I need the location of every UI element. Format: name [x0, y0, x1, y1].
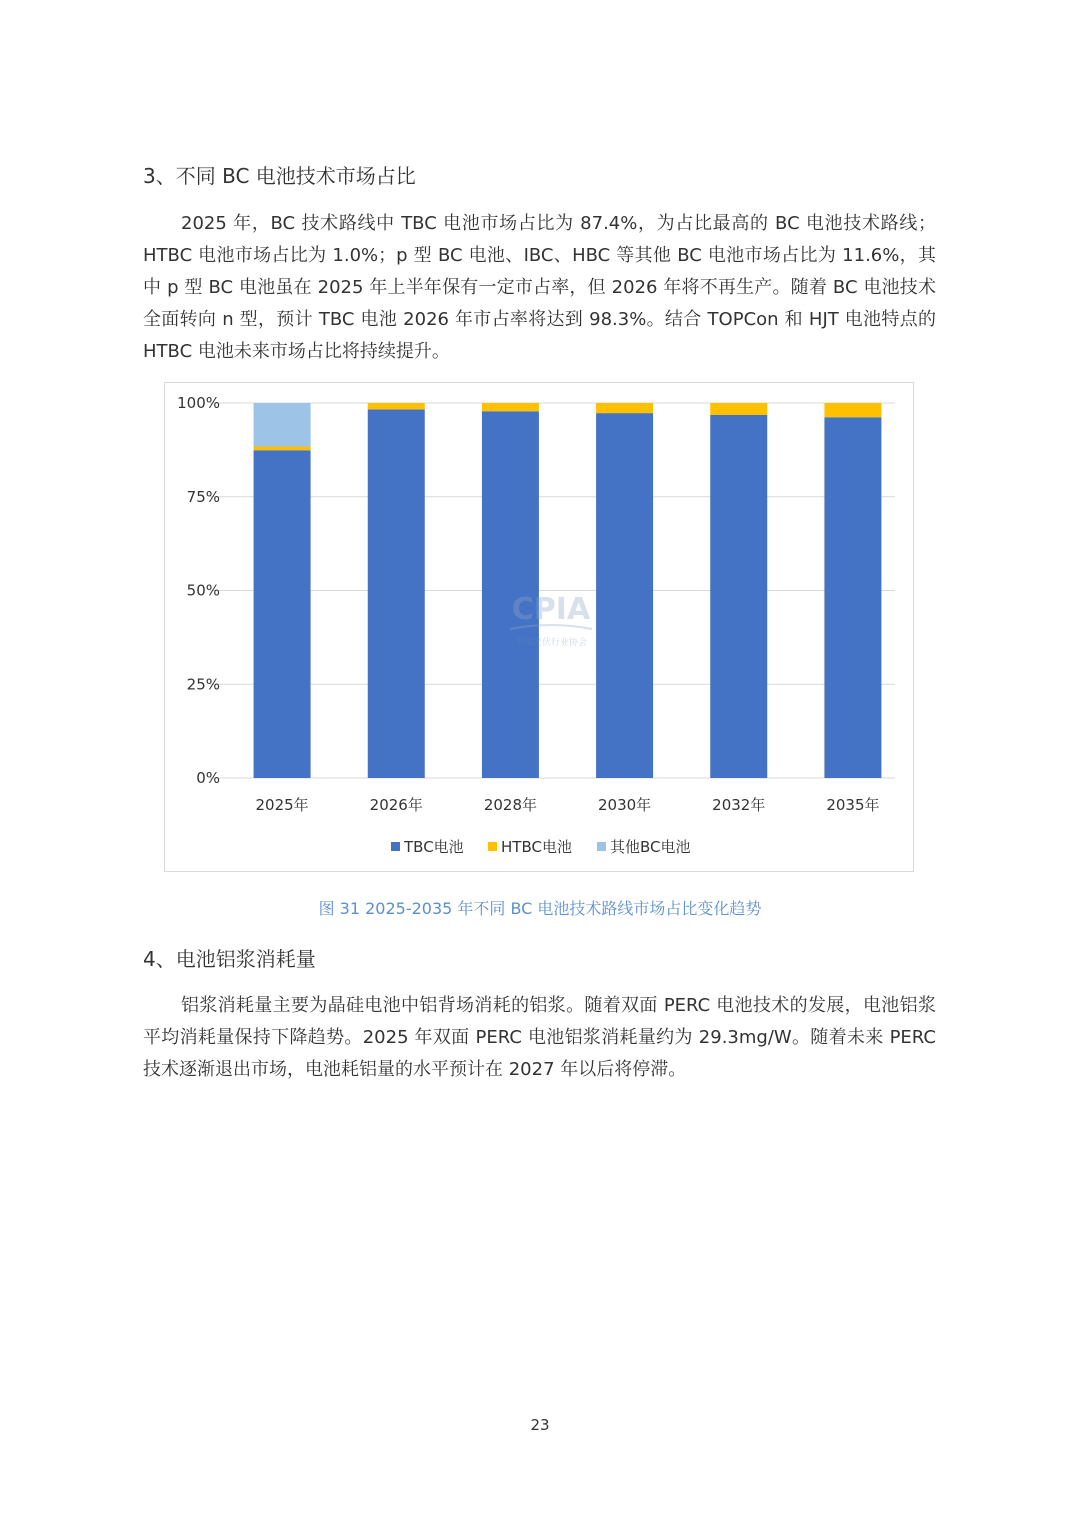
legend-swatch — [488, 842, 497, 851]
y-tick-label: 75% — [186, 487, 220, 506]
bar-segment — [254, 447, 311, 451]
bar-segment — [254, 403, 311, 447]
bar-segment — [482, 403, 539, 411]
bar-segment — [254, 450, 311, 778]
page-number: 23 — [530, 1416, 550, 1434]
section-3-paragraph: 2025 年，BC 技术路线中 TBC 电池市场占比为 87.4%，为占比最高的 BC 电池技术路线；HTBC 电池市场占比为 1.0%；p 型 BC 电池、IBC、HBC 等其他 BC 电池市场占比为 11.6%，其中 p 型 BC 电池虽在 2025 年上半年保有一定市占率，但 2026 年将不再生产。随着 BC 电池技术全面转向 n 型，预计 TBC 电池 2026 年市占率将达到 98.3%。结合 TOPCon 和 HJT 电池特点的 HTBC 电池未来市场占比将持续提升。 — [143, 213, 936, 362]
x-tick-label: 2026年 — [369, 796, 423, 814]
x-tick-label: 2025年 — [255, 796, 309, 814]
section-4-paragraph: 铝浆消耗量主要为晶硅电池中铝背场消耗的铝浆。随着双面 PERC 电池技术的发展，电池铝浆平均消耗量保持下降趋势。2025 年双面 PERC 电池铝浆消耗量约为 29.3mg/W。随着未来 PERC 技术逐渐退出市场，电池耗铝量的水平预计在 2027 年以后将停滞。 — [143, 995, 936, 1080]
x-tick-label: 2035年 — [826, 796, 880, 814]
watermark-title: CPIA — [511, 592, 591, 627]
legend-label: TBC电池 — [404, 838, 464, 856]
bar-segment — [368, 409, 425, 778]
y-axis-ticks — [177, 394, 220, 787]
chart-canvas — [165, 383, 915, 873]
figure-caption: 图 31 2025-2035 年不同 BC 电池技术路线市场占比变化趋势 — [318, 899, 762, 918]
y-tick-label: 50% — [186, 581, 220, 600]
legend-label: 其他BC电池 — [610, 838, 691, 856]
bar-segment — [710, 415, 767, 778]
section-4-heading: 4、电池铝浆消耗量 — [143, 947, 316, 971]
bar-segment — [368, 403, 425, 409]
x-tick-label: 2030年 — [597, 796, 652, 814]
stacked-bar-chart — [164, 382, 914, 872]
bar-segment — [824, 403, 881, 417]
y-tick-label: 0% — [196, 769, 220, 787]
bar-segment — [710, 403, 767, 415]
chart-gridlines — [210, 403, 895, 778]
bar-segment — [596, 403, 653, 413]
x-axis-ticks — [255, 796, 879, 814]
x-tick-label: 2032年 — [712, 796, 766, 814]
watermark-subtitle: 中国光伏行业协会 — [514, 638, 588, 648]
legend-label: HTBC电池 — [501, 838, 572, 856]
section-3-heading: 3、不同 BC 电池技术市场占比 — [143, 164, 416, 188]
legend-swatch — [597, 842, 606, 851]
x-tick-label: 2028年 — [483, 796, 538, 814]
bar-segment — [824, 417, 881, 778]
y-tick-label: 100% — [177, 394, 220, 412]
chart-legend — [391, 838, 691, 856]
cpia-watermark-logo — [510, 592, 592, 648]
y-tick-label: 25% — [186, 675, 220, 694]
bar-segment — [596, 413, 653, 778]
legend-swatch — [391, 842, 400, 851]
